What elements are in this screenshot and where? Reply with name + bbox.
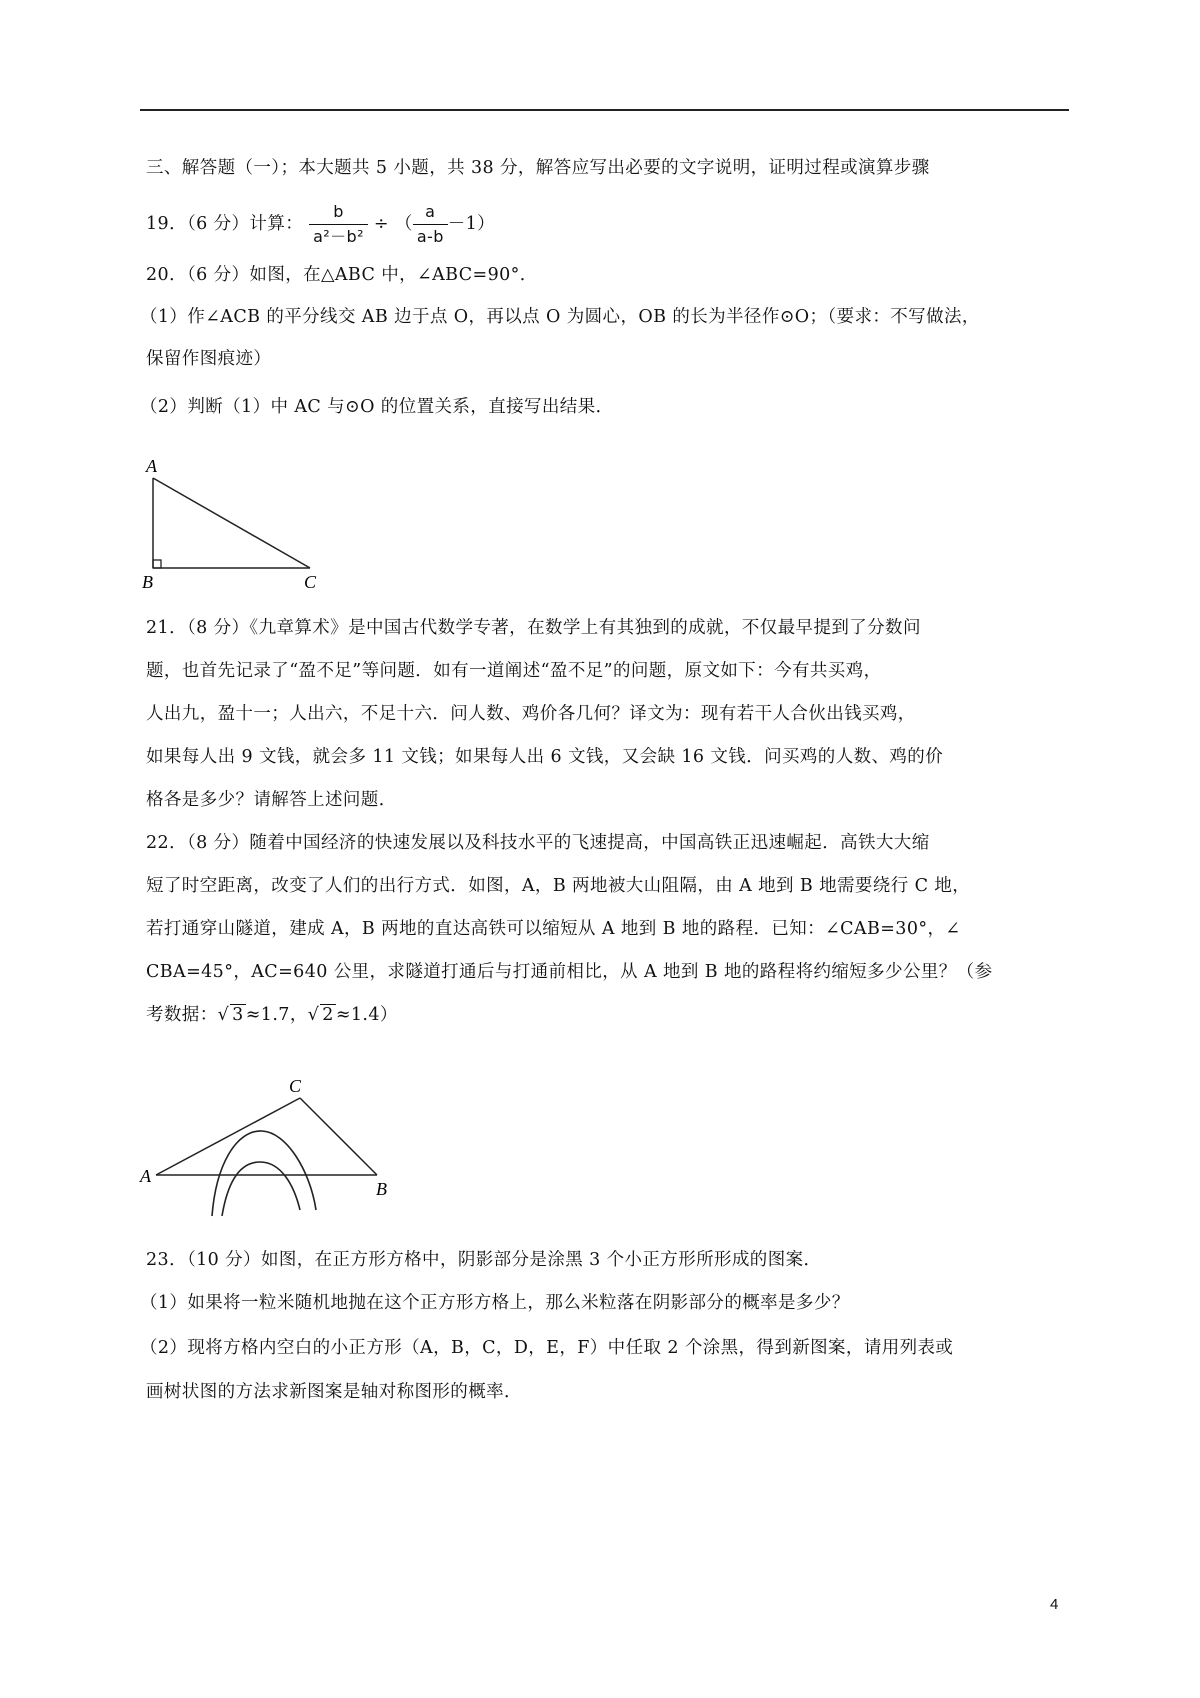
q20-part2: （2）判断（1）中 AC 与⊙O 的位置关系，直接写出结果． xyxy=(140,397,614,417)
q22-line-5 xyxy=(146,1003,398,1027)
radical-sign: √ xyxy=(217,1005,230,1025)
approx-1: ≈1.7， xyxy=(245,1005,308,1025)
section-heading: 三、解答题（一）；本大题共 5 小题，共 38 分，解答应写出必要的文字说明，证明过程或演算步骤 xyxy=(146,158,930,178)
fraction-numerator: b xyxy=(309,202,368,225)
q22-ref-prefix: 考数据： xyxy=(146,1005,218,1025)
vertex-label-a: A xyxy=(146,456,157,476)
vertex-label-b: B xyxy=(142,572,153,590)
mountain-inner-arc xyxy=(222,1162,300,1216)
approx-2: ≈1.4） xyxy=(335,1005,398,1025)
fraction-b-over-a2-b2 xyxy=(309,202,368,247)
vertex-label-b: B xyxy=(376,1179,387,1199)
q21-line-5: 格各是多少？请解答上述问题． xyxy=(146,790,397,810)
question-19 xyxy=(146,194,495,254)
q22-line-1: 22．（8 分）随着中国经济的快速发展以及科技水平的飞速提高，中国高铁正迅速崛起．高铁大大缩 xyxy=(146,833,930,853)
q23-part2-cont: 画树状图的方法求新图案是轴对称图形的概率． xyxy=(146,1382,522,1402)
radical-sign: √ xyxy=(307,1005,320,1025)
q19-prefix: 19．（6 分）计算： xyxy=(146,214,304,234)
header-rule xyxy=(140,109,1069,111)
q21-line-4: 如果每人出 9 文钱，就会多 11 文钱；如果每人出 6 文钱，又会缺 16 文钱．问买鸡的人数、鸡的价 xyxy=(146,747,944,767)
q21-line-2: 题，也首先记录了“盈不足”等问题．如有一道阐述“盈不足”的问题，原文如下：今有共买鸡， xyxy=(146,661,882,681)
tunnel-triangle-figure xyxy=(136,1060,416,1220)
page-number: 4 xyxy=(1050,1596,1059,1613)
vertex-label-a: A xyxy=(140,1166,151,1186)
q20-part1: （1）作∠ACB 的平分线交 AB 边于点 O，再以点 O 为圆心，OB 的长为半径作⊙O；（要求：不写做法， xyxy=(140,307,980,327)
q20-stem: 20．（6 分）如图，在△ABC 中，∠ABC=90°． xyxy=(146,265,538,285)
fraction-a-over-a-minus-b xyxy=(413,202,448,247)
vertex-label-c: C xyxy=(304,572,317,590)
q22-line-3: 若打通穿山隧道，建成 A，B 两地的直达高铁可以缩短从 A 地到 B 地的路程．已知：∠CAB=30°，∠ xyxy=(146,919,961,939)
q23-stem: 23．（10 分）如图，在正方形方格中，阴影部分是涂黑 3 个小正方形所形成的图案． xyxy=(146,1250,822,1270)
q23-part1: （1）如果将一粒米随机地抛在这个正方形方格上，那么米粒落在阴影部分的概率是多少？ xyxy=(140,1293,850,1313)
sqrt-radicand-3: 3 xyxy=(232,1005,244,1025)
q23-part2: （2）现将方格内空白的小正方形（A，B，C，D，E，F）中任取 2 个涂黑，得到新图案，请用列表或 xyxy=(140,1338,954,1358)
minus-one: －1） xyxy=(447,214,496,234)
q21-line-1: 21．（8 分）《九章算术》是中国古代数学专著，在数学上有其独到的成就，不仅最早提到了分数问 xyxy=(146,618,921,638)
fraction-denominator: a²－b² xyxy=(313,227,364,246)
fraction-denominator: a-b xyxy=(416,227,444,246)
q22-line-4: CBA=45°，AC=640 公里，求隧道打通后与打通前相比，从 A 地到 B 地的路程将约缩短多少公里？（参 xyxy=(146,962,993,982)
sqrt-radicand-2: 2 xyxy=(322,1005,334,1025)
fraction-numerator: a xyxy=(413,202,448,225)
right-triangle-figure xyxy=(136,450,336,590)
vertex-label-c: C xyxy=(289,1076,302,1096)
q20-part1-cont: 保留作图痕迹） xyxy=(146,349,272,369)
open-paren: （ xyxy=(394,214,413,234)
q22-line-2: 短了时空距离，改变了人们的出行方式．如图，A，B 两地被大山阻隔，由 A 地到 B 地需要绕行 C 地， xyxy=(146,876,971,896)
q21-line-3: 人出九，盈十一；人出六，不足十六．问人数、鸡价各几何？译文为：现有若干人合伙出钱买鸡， xyxy=(146,704,916,724)
division-sign: ÷ xyxy=(373,214,389,234)
mountain-outer-arc xyxy=(212,1131,316,1216)
